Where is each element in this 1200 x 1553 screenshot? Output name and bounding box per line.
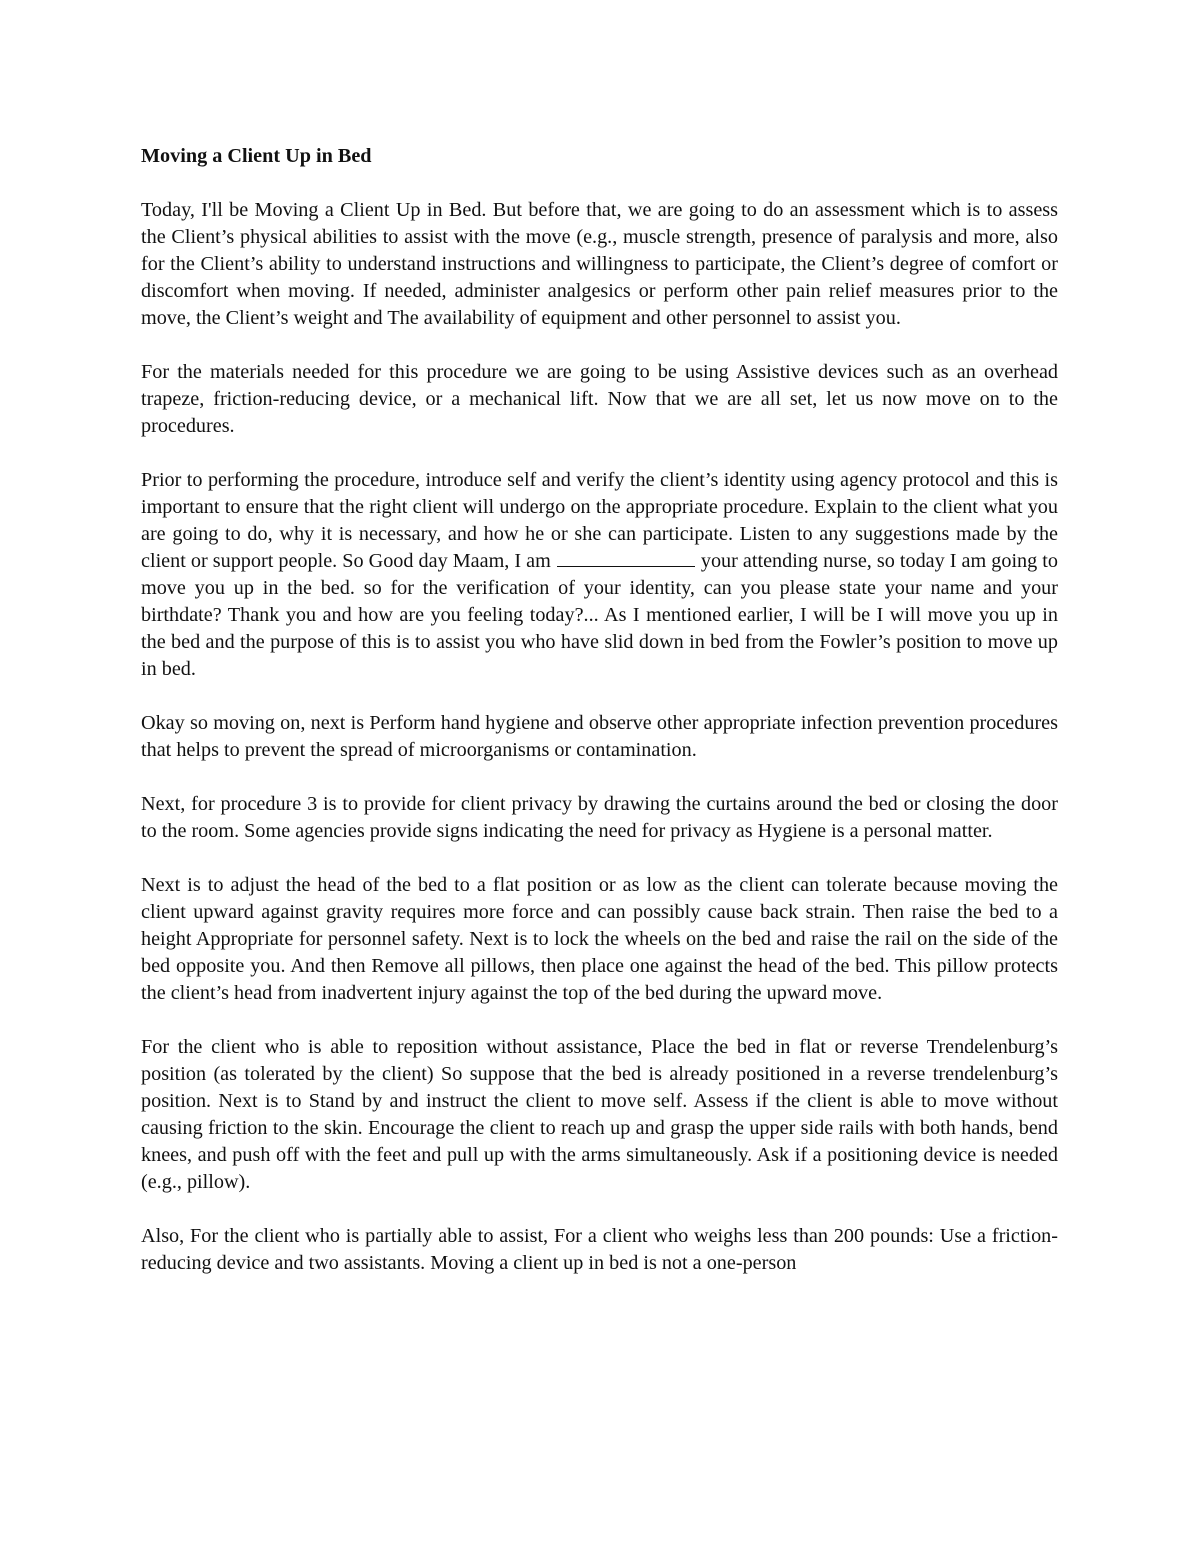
- paragraph-introduction: [141, 467, 1058, 683]
- paragraph-assessment: Today, I'll be Moving a Client Up in Bed. But before that, we are going to do an assessment which is to assess the Client’s physical abilities to assist with the move (e.g., muscle strength, presence of paralysis and more, also for the Client’s ability to understand instructions and willingness to participate, the Client’s degree of comfort or discomfort when moving. If needed, administer analgesics or perform other pain relief measures prior to the move, the Client’s weight and The availability of equipment and other personnel to assist you.: [141, 199, 1058, 329]
- paragraph-bed-adjustment: Next is to adjust the head of the bed to a flat position or as low as the client can tolerate because moving the client upward against gravity requires more force and can possibly cause back strain. Then raise the bed to a height Appropriate for personnel safety. Next is to lock the wheels on the bed and raise the rail on the side of the bed opposite you. And then Remove all pillows, then place one against the head of the bed. This pillow protects the client’s head from inadvertent injury against the top of the bed during the upward move.: [141, 874, 1058, 1004]
- document-body: [141, 143, 1058, 1277]
- paragraph-introduction-part-1: Prior to performing the procedure, introduce self and verify the client’s identity using agency protocol and this is important to ensure that the right client will undergo on the appropriate procedure. Explain to the client what you are going to do, why it is necessary, and how he or she can participate. Listen to any suggestions made by the client or support people. So Good day Maam, I am: [141, 469, 1058, 572]
- document-title: Moving a Client Up in Bed: [141, 145, 372, 167]
- paragraph-partial-assist: Also, For the client who is partially able to assist, For a client who weighs less than 200 pounds: Use a friction-reducing device and two assistants. Moving a client up in bed is not a one-person: [141, 1225, 1058, 1274]
- paragraph-introduction-part-2: your attending nurse, so today I am going to move you up in the bed. so for the verification of your identity, can you please state your name and your birthdate? Thank you and how are you feeling today?... As I mentioned earlier, I will be I will move you up in the bed and the purpose of this is to assist you who have slid down in bed from the Fowler’s position to move up in bed.: [141, 550, 1058, 680]
- name-blank-line: [557, 548, 695, 567]
- paragraph-hand-hygiene: Okay so moving on, next is Perform hand hygiene and observe other appropriate infection prevention procedures that helps to prevent the spread of microorganisms or contamination.: [141, 712, 1058, 761]
- paragraph-independent-client: For the client who is able to reposition without assistance, Place the bed in flat or reverse Trendelenburg’s position (as tolerated by the client) So suppose that the bed is already positioned in a reverse trendelenburg’s position. Next is to Stand by and instruct the client to move self. Assess if the client is able to move without causing friction to the skin. Encourage the client to reach up and grasp the upper side rails with both hands, bend knees, and push off with the feet and pull up with the arms simultaneously. Ask if a positioning device is needed (e.g., pillow).: [141, 1036, 1058, 1193]
- paragraph-privacy: Next, for procedure 3 is to provide for client privacy by drawing the curtains around the bed or closing the door to the room. Some agencies provide signs indicating the need for privacy as Hygiene is a personal matter.: [141, 793, 1058, 842]
- paragraph-materials: For the materials needed for this procedure we are going to be using Assistive devices such as an overhead trapeze, friction-reducing device, or a mechanical lift. Now that we are all set, let us now move on to the procedures.: [141, 361, 1058, 437]
